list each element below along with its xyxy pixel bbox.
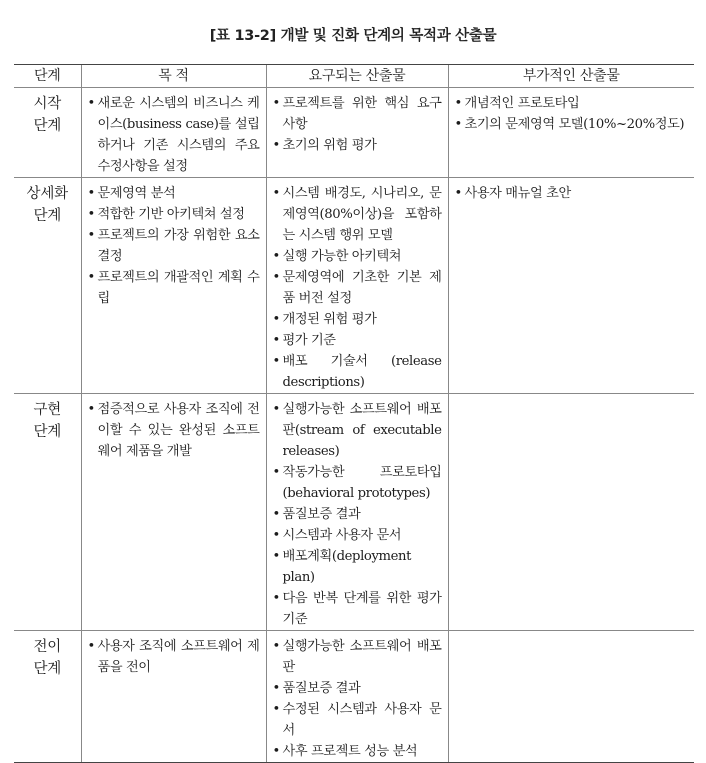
header-optional-deliverables: 부가적인 산출물	[448, 65, 694, 88]
list-item: • 문제영역 분석	[88, 183, 260, 204]
stage-label: 단계	[33, 118, 62, 134]
list-item: • 평가 기준	[273, 330, 442, 351]
table-row-inception	[14, 88, 694, 178]
optional-cell	[448, 394, 694, 631]
header-purpose: 목 적	[81, 65, 266, 88]
table-row-elaboration	[14, 178, 694, 394]
stage-label: 구현	[33, 402, 62, 418]
list-item: • 새로운 시스템의 비즈니스 케이스(business case)를 설립하거나 기존 시스템의 주요 수정사항을 설정	[88, 93, 260, 177]
header-stage: 단계	[14, 65, 81, 88]
list-item: • 프로젝트의 개괄적인 계획 수립	[88, 267, 260, 309]
stage-cell	[14, 394, 81, 631]
list-item: • 초기의 문제영역 모델(10%~20%정도)	[455, 114, 689, 135]
purpose-cell	[81, 88, 266, 178]
stage-cell	[14, 631, 81, 763]
purpose-cell	[81, 394, 266, 631]
list-item: • 개념적인 프로토타입	[455, 93, 689, 114]
list-item: • 품질보증 결과	[273, 678, 442, 699]
required-cell	[266, 631, 448, 763]
required-cell	[266, 88, 448, 178]
phase-deliverables-table	[14, 64, 694, 763]
list-item: • 개정된 위험 평가	[273, 309, 442, 330]
required-cell	[266, 178, 448, 394]
header-required-deliverables: 요구되는 산출물	[266, 65, 448, 88]
stage-label: 단계	[33, 661, 62, 677]
required-cell	[266, 394, 448, 631]
optional-cell	[448, 631, 694, 763]
optional-cell	[448, 88, 694, 178]
list-item: • 프로젝트를 위한 핵심 요구사항	[273, 93, 442, 135]
stage-label: 시작	[33, 96, 62, 112]
list-item: • 다음 반복 단계를 위한 평가 기준	[273, 588, 442, 630]
stage-label: 단계	[33, 424, 62, 440]
table-caption: [표 13-2] 개발 및 진화 단계의 목적과 산출물	[209, 28, 497, 44]
list-item: • 수정된 시스템과 사용자 문서	[273, 699, 442, 741]
header-row	[14, 65, 694, 88]
list-item: • 초기의 위험 평가	[273, 135, 442, 156]
list-item: • 프로젝트의 가장 위험한 요소 결정	[88, 225, 260, 267]
table-row-transition	[14, 631, 694, 763]
list-item: • 사용자 매뉴얼 초안	[455, 183, 689, 204]
list-item: • 배포계획(deployment plan)	[273, 546, 442, 588]
list-item: • 실행가능한 소프트웨어 배포판(stream of executable releases)	[273, 399, 442, 462]
list-item: • 실행가능한 소프트웨어 배포판	[273, 636, 442, 678]
list-item: • 문제영역에 기초한 기본 제품 버전 설정	[273, 267, 442, 309]
stage-label: 단계	[33, 208, 62, 224]
stage-label: 전이	[33, 639, 62, 655]
stage-cell	[14, 88, 81, 178]
stage-cell	[14, 178, 81, 394]
list-item: • 사용자 조직에 소프트웨어 제품을 전이	[88, 636, 260, 678]
list-item: • 배포 기술서 (release descriptions)	[273, 351, 442, 393]
list-item: • 시스템과 사용자 문서	[273, 525, 442, 546]
list-item: • 점증적으로 사용자 조직에 전이할 수 있는 완성된 소프트웨어 제품을 개발	[88, 399, 260, 462]
list-item: • 적합한 기반 아키텍쳐 설정	[88, 204, 260, 225]
list-item: • 작동가능한 프로토타입(behavioral prototypes)	[273, 462, 442, 504]
list-item: • 품질보증 결과	[273, 504, 442, 525]
purpose-cell	[81, 631, 266, 763]
purpose-cell	[81, 178, 266, 394]
optional-cell	[448, 178, 694, 394]
stage-label: 상세화	[26, 186, 68, 202]
table-row-construction	[14, 394, 694, 631]
list-item: • 실행 가능한 아키텍쳐	[273, 246, 442, 267]
list-item: • 시스템 배경도, 시나리오, 문제영역(80%이상)을 포함하는 시스템 행위 모델	[273, 183, 442, 246]
list-item: • 사후 프로젝트 성능 분석	[273, 741, 442, 762]
